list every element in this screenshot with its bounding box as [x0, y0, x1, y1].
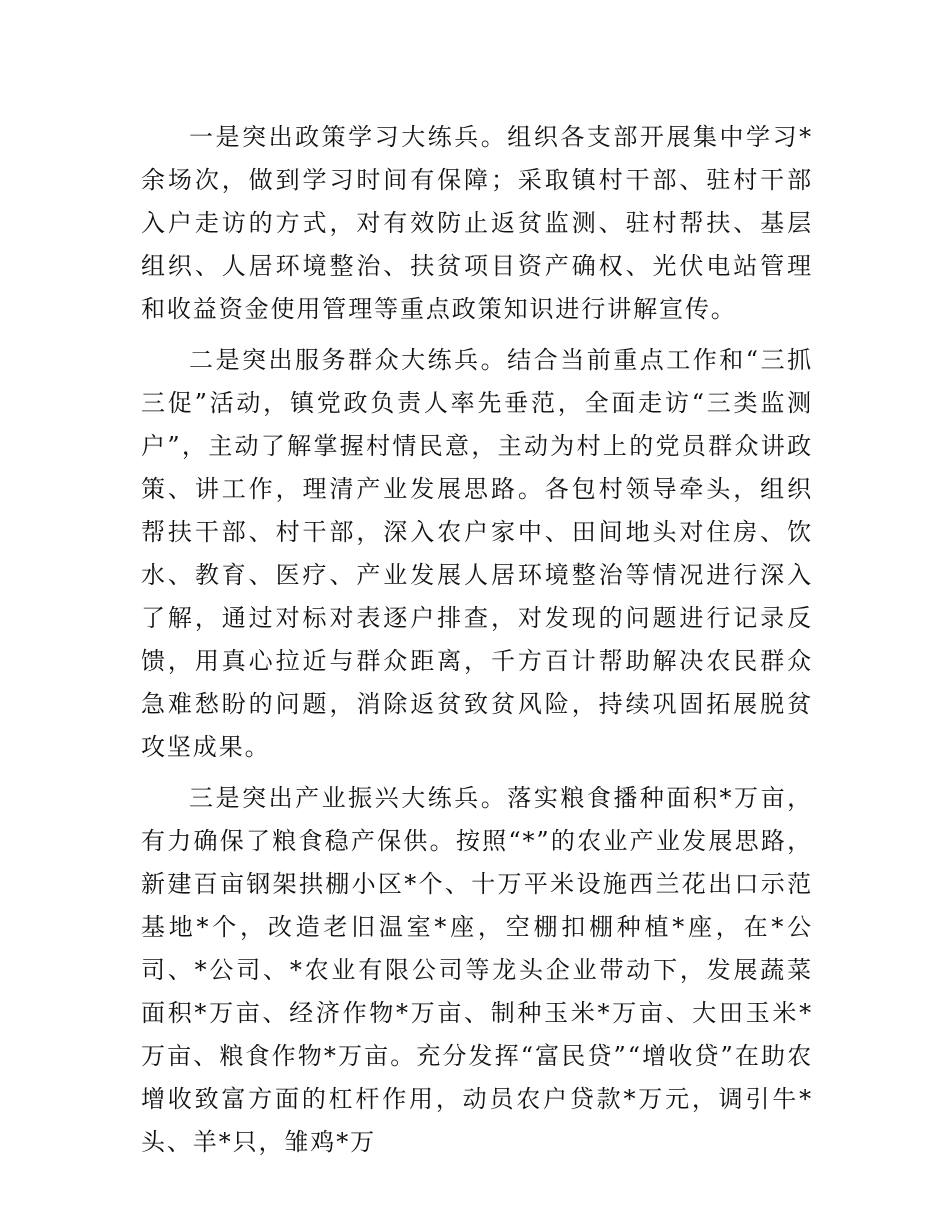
- paragraph-policy-study: 一是突出政策学习大练兵。组织各支部开展集中学习*余场次，做到学习时间有保障；采取镇村干部、驻村干部入户走访的方式，对有效防止返贫监测、驻村帮扶、基层组织、人居环境整治、扶贫项目资产确权、光伏电站管理和收益资金使用管理等重点政策知识进行讲解宣传。: [141, 123, 813, 323]
- paragraph-service-masses: 二是突出服务群众大练兵。结合当前重点工作和“三抓三促”活动，镇党政负责人率先垂范，全面走访“三类监测户”，主动了解掌握村情民意，主动为村上的党员群众讲政策、讲工作，理清产业发展思路。各包村领导牵头，组织帮扶干部、村干部，深入农户家中、田间地头对住房、饮水、教育、医疗、产业发展人居环境整治等情况进行深入了解，通过对标对表逐户排查，对发现的问题进行记录反馈，用真心拉近与群众距离，千方百计帮助解决农民群众急难愁盼的问题，消除返贫致贫风险，持续巩固拓展脱贫攻坚成果。: [141, 346, 813, 761]
- document-page: [141, 116, 813, 1172]
- paragraph-industry-revitalization: 三是突出产业振兴大练兵。落实粮食播种面积*万亩，有力确保了粮食稳产保供。按照“*”的农业产业发展思路，新建百亩钢架拱棚小区*个、十万平米设施西兰花出口示范基地*个，改造老旧温室*座，空棚扣棚种植*座，在*公司、*公司、*农业有限公司等龙头企业带动下，发展蔬菜面积*万亩、经济作物*万亩、制种玉米*万亩、大田玉米*万亩、粮食作物*万亩。充分发挥“富民贷”“增收贷”在助农增收致富方面的杠杆作用，动员农户贷款*万元，调引牛*头、羊*只，雏鸡*万: [141, 784, 813, 1156]
